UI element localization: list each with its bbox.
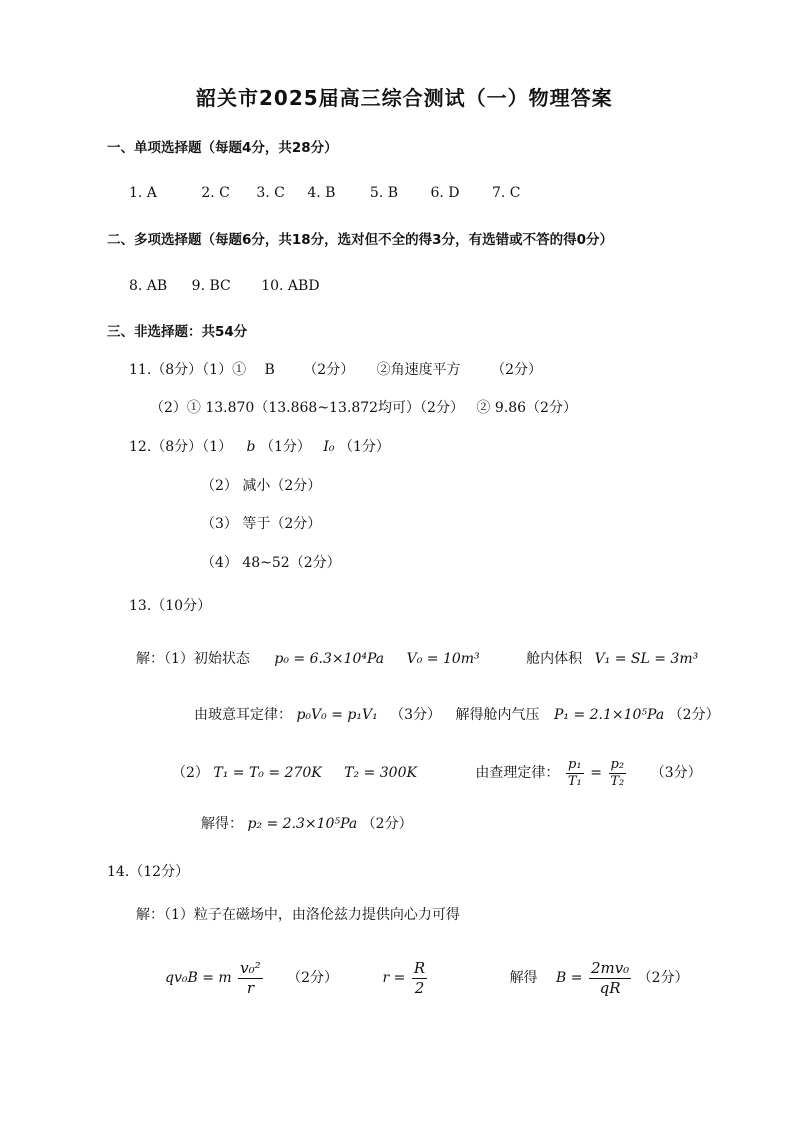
q14-eq3-fraction: [589, 959, 631, 998]
q13-line1: [136, 649, 698, 669]
q12-var-b: b: [246, 439, 256, 455]
q14-equations: [165, 958, 689, 998]
section-1-answers: [129, 183, 521, 203]
q13-part2-label: （2）: [172, 765, 209, 781]
q14-eq2-fraction: [412, 959, 427, 998]
q13-pressure-label: 解得舱内气压: [455, 707, 540, 723]
q13-boyle-points: （3分）: [390, 707, 442, 723]
q14-eq3-label: 解得: [509, 970, 538, 986]
answer-9: 9. BC: [191, 278, 231, 294]
q14-eq3-points: （2分）: [637, 970, 689, 986]
section-3-heading: 三、非选择题：共54分: [107, 324, 248, 340]
section-1-heading: 一、单项选择题（每题4分，共28分）: [107, 140, 338, 156]
q11-part1-points: （2分）: [303, 362, 355, 378]
q13-fraction-p1-t1: [566, 757, 584, 790]
q14-eq3-denominator: qR: [599, 978, 621, 997]
q13-charles-points: （3分）: [650, 765, 702, 781]
answer-1: 1. A: [129, 185, 157, 201]
q11-part1: [129, 360, 542, 380]
q13-line4: [201, 814, 413, 834]
q13-initial-state-label: 解：（1）初始状态: [136, 651, 250, 667]
q11-part2-answer1: （2）① 13.870（13.868~13.872均可）（2分）: [150, 400, 464, 416]
q13-heading: 13.（10分）: [129, 598, 212, 614]
answer-10: 10. ABD: [261, 278, 320, 294]
q12-var-i0: I₀: [323, 439, 335, 455]
answer-2: 2. C: [201, 185, 230, 201]
q12-part2: （2） 减小（2分）: [201, 478, 322, 494]
q12-part1-points1: （1分）: [259, 439, 311, 455]
q14-eq1-points: （2分）: [287, 970, 339, 986]
q13-t1-equation: T₁ = T₀ = 270K: [213, 765, 322, 781]
q14-heading: 14.（12分）: [107, 864, 190, 880]
q13-charles-law-label: 由查理定律：: [475, 765, 560, 781]
page-title: 韶关市2025届高三综合测试（一）物理答案: [196, 86, 613, 110]
q13-cabin-volume-label: 舱内体积: [526, 651, 583, 667]
q13-v0-equation: V₀ = 10m³: [406, 651, 480, 667]
q14-eq2-left: r =: [382, 970, 406, 986]
q14-eq1-fraction: [238, 959, 263, 998]
q12-part1-prefix: 12.（8分）（1）: [129, 439, 233, 455]
q11-part1-answer2: ②角速度平方: [376, 362, 461, 378]
section-2-answers: [129, 276, 320, 296]
q11-part2: [150, 398, 577, 418]
q13-fraction-p2-t2: [608, 757, 626, 790]
answer-8: 8. AB: [129, 278, 168, 294]
q11-part1-prefix: 11.（8分）（1）①: [129, 362, 247, 378]
q13-boyle-equation: p₀V₀ = p₁V₁: [296, 707, 378, 723]
section-2-heading: 二、多项选择题（每题6分，共18分，选对但不全的得3分，有选错或不答的得0分）: [107, 232, 613, 248]
q13-v1-equation: V₁ = SL = 3m³: [594, 651, 699, 667]
answer-3: 3. C: [256, 185, 285, 201]
q13-t1-denominator: T₁: [567, 773, 582, 789]
q13-p1-result: P₁ = 2.1×10⁵Pa: [553, 707, 665, 723]
q12-part1-points2: （1分）: [338, 439, 390, 455]
q13-boyle-law-label: 由玻意耳定律：: [194, 707, 292, 723]
q14-eq1-left: qv₀B = m: [165, 970, 232, 986]
answer-4: 4. B: [307, 185, 336, 201]
q12-part3: （3） 等于（2分）: [201, 516, 322, 532]
q14-eq1-numerator: v₀²: [240, 958, 261, 977]
q13-p2-points: （2分）: [361, 816, 413, 832]
q14-eq1-denominator: r: [246, 978, 254, 997]
q14-eq3-left: B =: [556, 970, 583, 986]
q14-line1: 解：（1）粒子在磁场中，由洛伦兹力提供向心力可得: [136, 907, 460, 923]
q14-eq3-numerator: 2mv₀: [590, 958, 630, 977]
answer-6: 6. D: [430, 185, 460, 201]
q13-t2-equation: T₂ = 300K: [344, 765, 417, 781]
q13-p1-numerator: p₁: [568, 756, 582, 772]
q13-result-label: 解得：: [201, 816, 243, 832]
q14-eq2-denominator: 2: [414, 978, 425, 997]
q13-p0-equation: p₀ = 6.3×10⁴Pa: [274, 651, 385, 667]
q11-part1-points2: （2分）: [491, 362, 543, 378]
q14-eq2-numerator: R: [413, 958, 426, 977]
answer-7: 7. C: [491, 185, 521, 201]
answer-5: 5. B: [369, 185, 399, 201]
q13-line3: [172, 756, 702, 790]
q13-t2-denominator: T₂: [610, 773, 625, 789]
q12-part1: [129, 437, 390, 457]
q11-part1-answer: B: [264, 362, 275, 378]
q13-p1-points: （2分）: [668, 707, 720, 723]
q13-line2: [194, 705, 720, 725]
q11-part2-answer2: ② 9.86（2分）: [476, 400, 577, 416]
q12-part4: （4） 48~52（2分）: [201, 555, 341, 571]
q13-equals-sign: =: [590, 765, 602, 781]
q13-p2-numerator: p₂: [610, 756, 625, 772]
q13-p2-result: p₂ = 2.3×10⁵Pa: [247, 816, 358, 832]
